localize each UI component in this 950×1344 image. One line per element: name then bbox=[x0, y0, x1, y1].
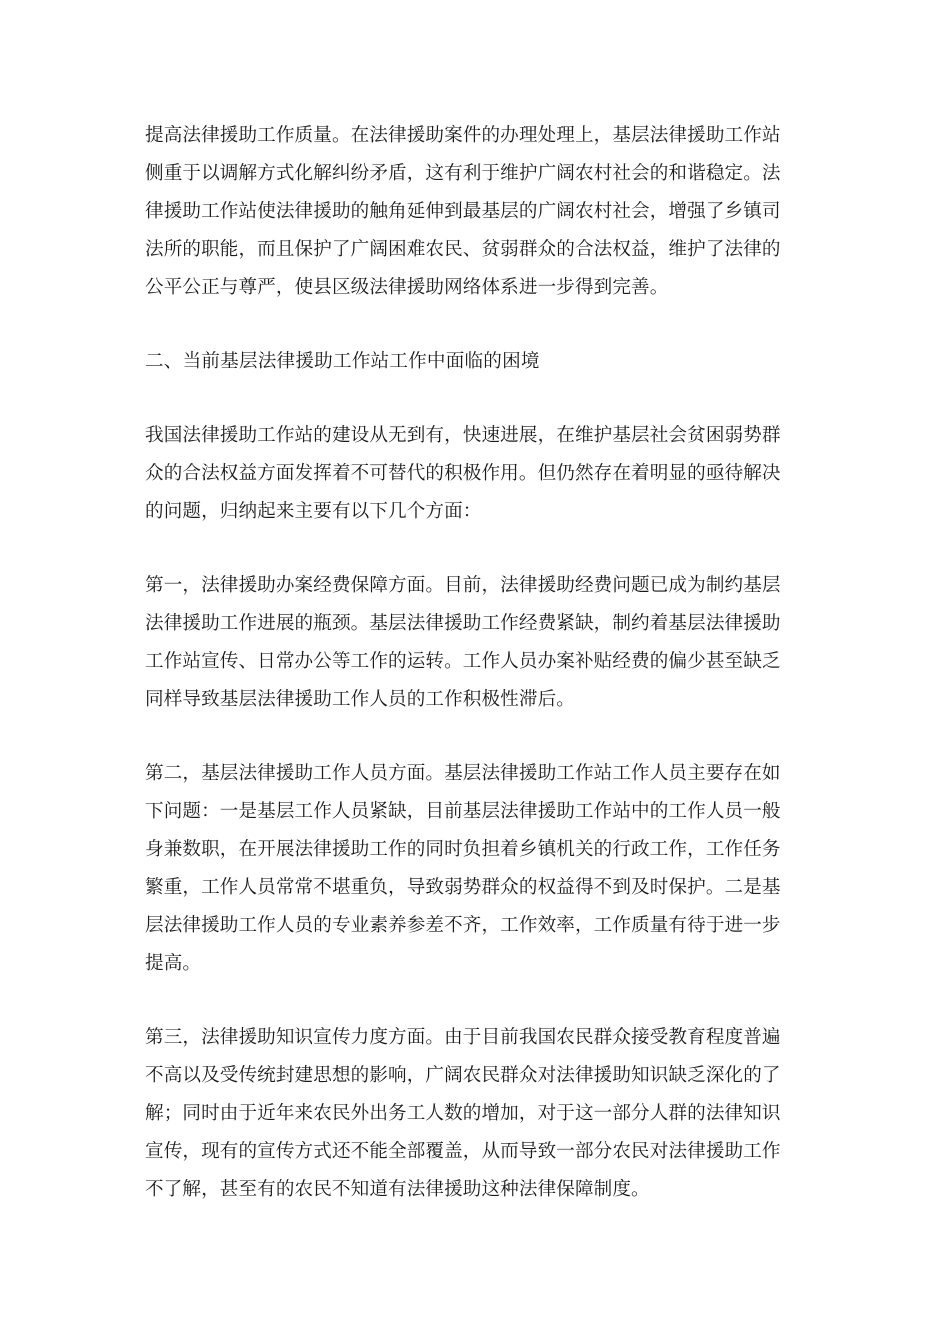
paragraph-gap bbox=[145, 307, 805, 343]
text-line: 第二，基层法律援助工作人员方面。基层法律援助工作站工作人员主要存在如 bbox=[145, 763, 781, 784]
section-heading-text: 二、当前基层法律援助工作站工作中面临的困境 bbox=[145, 351, 540, 372]
text-line: 法所的职能，而且保护了广阔困难农民、贫弱群众的合法权益，维护了法律的 bbox=[145, 239, 781, 260]
text-line: 公平公正与尊严，使县区级法律援助网络体系进一步得到完善。 bbox=[145, 277, 669, 298]
paragraph-gap bbox=[145, 983, 805, 1019]
text-line: 我国法律援助工作站的建设从无到有，快速进展，在维护基层社会贫困弱势群 bbox=[145, 425, 781, 446]
text-line: 律援助工作站使法律援助的触角延伸到最基层的广阔农村社会，增强了乡镇司 bbox=[145, 201, 781, 222]
paragraph-overview bbox=[145, 417, 805, 531]
text-line: 第一，法律援助办案经费保障方面。目前，法律援助经费问题已成为制约基层 bbox=[145, 575, 781, 596]
text-line: 下问题：一是基层工作人员紧缺，目前基层法律援助工作站中的工作人员一般 bbox=[145, 801, 781, 822]
paragraph-gap bbox=[145, 719, 805, 755]
text-line: 提高。 bbox=[145, 953, 202, 974]
paragraph-first-point bbox=[145, 567, 805, 719]
section-heading bbox=[145, 343, 805, 381]
paragraph-third-point bbox=[145, 1019, 805, 1209]
text-line: 第三，法律援助知识宣传力度方面。由于目前我国农民群众接受教育程度普遍 bbox=[145, 1027, 781, 1048]
text-line: 解；同时由于近年来农民外出务工人数的增加，对于这一部分人群的法律知识 bbox=[145, 1103, 781, 1124]
paragraph-intro bbox=[145, 117, 805, 307]
paragraph-gap bbox=[145, 531, 805, 567]
text-line: 不高以及受传统封建思想的影响，广阔农民群众对法律援助知识缺乏深化的了 bbox=[145, 1065, 781, 1086]
paragraph-gap bbox=[145, 381, 805, 417]
text-line: 侧重于以调解方式化解纠纷矛盾，这有利于维护广阔农村社会的和谐稳定。法 bbox=[145, 163, 781, 184]
text-line: 宣传，现有的宣传方式还不能全部覆盖，从而导致一部分农民对法律援助工作 bbox=[145, 1141, 781, 1162]
text-line: 繁重，工作人员常常不堪重负，导致弱势群众的权益得不到及时保护。二是基 bbox=[145, 877, 781, 898]
document-page bbox=[145, 117, 805, 1209]
text-line: 工作站宣传、日常办公等工作的运转。工作人员办案补贴经费的偏少甚至缺乏 bbox=[145, 651, 781, 672]
text-line: 同样导致基层法律援助工作人员的工作积极性滞后。 bbox=[145, 689, 575, 710]
text-line: 身兼数职，在开展法律援助工作的同时负担着乡镇机关的行政工作，工作任务 bbox=[145, 839, 781, 860]
paragraph-second-point bbox=[145, 755, 805, 983]
text-line: 法律援助工作进展的瓶颈。基层法律援助工作经费紧缺，制约着基层法律援助 bbox=[145, 613, 781, 634]
text-line: 不了解，甚至有的农民不知道有法律援助这种法律保障制度。 bbox=[145, 1179, 650, 1200]
text-line: 提高法律援助工作质量。在法律援助案件的办理处理上，基层法律援助工作站 bbox=[145, 125, 781, 146]
text-line: 层法律援助工作人员的专业素养参差不齐，工作效率，工作质量有待于进一步 bbox=[145, 915, 781, 936]
text-line: 众的合法权益方面发挥着不可替代的积极作用。但仍然存在着明显的亟待解决 bbox=[145, 463, 781, 484]
text-line: 的问题，归纳起来主要有以下几个方面： bbox=[145, 501, 482, 522]
